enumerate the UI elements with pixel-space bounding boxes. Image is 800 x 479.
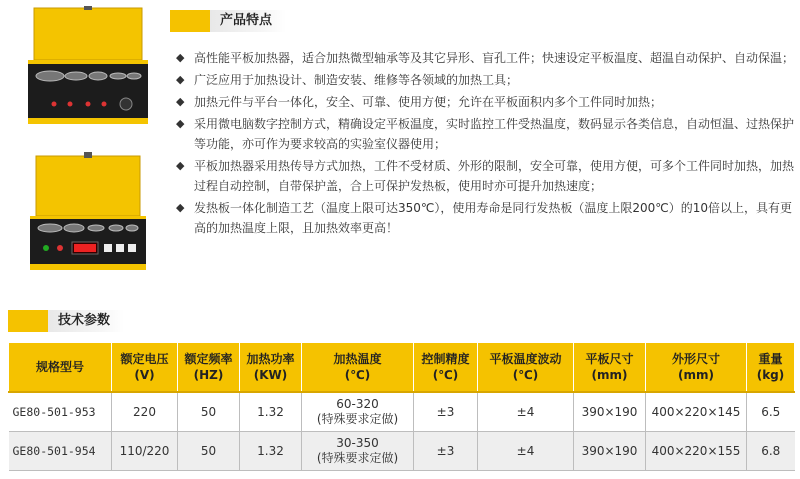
feature-text: 广泛应用于加热设计、制造安装、维修等各领域的加热工具； [194, 73, 519, 87]
cell-voltage: 110/220 [112, 432, 178, 471]
cell-temperature: 30-350 (特殊要求定做) [302, 432, 414, 471]
feature-item [172, 48, 794, 68]
diamond-bullet-icon: ◆ [176, 95, 185, 108]
col-header-power: 加热功率 (KW) [240, 343, 302, 393]
col-header-outer-size: 外形尺寸 (mm) [646, 343, 747, 393]
col-header-voltage: 额定电压 (V) [112, 343, 178, 393]
cell-plate-size: 390×190 [574, 392, 646, 432]
cell-weight: 6.5 [747, 392, 795, 432]
col-header-weight: 重量 (kg) [747, 343, 795, 393]
cell-frequency: 50 [178, 432, 240, 471]
feature-text: 发热板一体化制造工艺（温度上限可达350℃），使用寿命是同行发热板（温度上限200℃）的10倍以上，具有更高的加热温度上限，且加热效率更高！ [194, 201, 793, 235]
col-header-frequency: 额定频率 (HZ) [178, 343, 240, 393]
feature-text: 平板加热器采用热传导方式加热，工件不受材质、外形的限制，安全可靠，使用方便，可多个工件同时加热，加热过程自动控制，自带保护盖，合上可保护发热板，使用时亦可提升加热速度； [194, 159, 795, 193]
features-heading-text: 产品特点 [210, 10, 286, 32]
cell-precision: ±3 [414, 392, 478, 432]
feature-item [172, 114, 794, 154]
col-header-fluctuation: 平板温度波动 (℃) [478, 343, 574, 393]
col-header-model: 规格型号 [9, 343, 112, 393]
cell-power: 1.32 [240, 432, 302, 471]
diamond-bullet-icon: ◆ [176, 159, 185, 172]
specs-heading-text: 技术参数 [48, 310, 124, 332]
cell-outer-size: 400×220×145 [646, 392, 747, 432]
table-row [9, 392, 795, 432]
table-header-row [9, 343, 795, 393]
specs-heading-accent [8, 310, 48, 332]
feature-text: 高性能平板加热器，适合加热微型轴承等及其它异形、盲孔工件；快速设定平板温度、超温自动保护、自动保温； [194, 51, 795, 65]
cell-fluctuation: ±4 [478, 432, 574, 471]
cell-temperature: 60-320 (特殊要求定做) [302, 392, 414, 432]
cell-model: GE80-501-953 [9, 392, 112, 432]
cell-outer-size: 400×220×155 [646, 432, 747, 471]
feature-item [172, 92, 794, 112]
diamond-bullet-icon: ◆ [176, 73, 185, 86]
cell-weight: 6.8 [747, 432, 795, 471]
cell-fluctuation: ±4 [478, 392, 574, 432]
feature-item [172, 70, 794, 90]
diamond-bullet-icon: ◆ [176, 51, 185, 64]
feature-text: 采用微电脑数字控制方式，精确设定平板温度，实时监控工件受热温度，数码显示各类信息，自动恒温、过热保护等功能，亦可作为要求较高的实验室仪器使用； [194, 117, 795, 151]
features-heading-accent [170, 10, 210, 32]
col-header-plate-size: 平板尺寸 (mm) [574, 343, 646, 393]
feature-text: 加热元件与平台一体化，安全、可靠、使用方便；允许在平板面积内多个工件同时加热； [194, 95, 663, 109]
diamond-bullet-icon: ◆ [176, 117, 185, 130]
feature-item [172, 198, 794, 238]
diamond-bullet-icon: ◆ [176, 201, 185, 214]
specs-heading [8, 310, 158, 332]
col-header-precision: 控制精度 (℃) [414, 343, 478, 393]
product-photo-bottom [24, 152, 152, 276]
features-heading [170, 10, 330, 32]
feature-item [172, 156, 794, 196]
product-photo-top [24, 6, 152, 130]
cell-plate-size: 390×190 [574, 432, 646, 471]
cell-frequency: 50 [178, 392, 240, 432]
cell-model: GE80-501-954 [9, 432, 112, 471]
col-header-temperature: 加热温度 (℃) [302, 343, 414, 393]
cell-power: 1.32 [240, 392, 302, 432]
cell-voltage: 220 [112, 392, 178, 432]
table-row [9, 432, 795, 471]
cell-precision: ±3 [414, 432, 478, 471]
specs-table [8, 342, 795, 471]
features-list [172, 48, 794, 240]
